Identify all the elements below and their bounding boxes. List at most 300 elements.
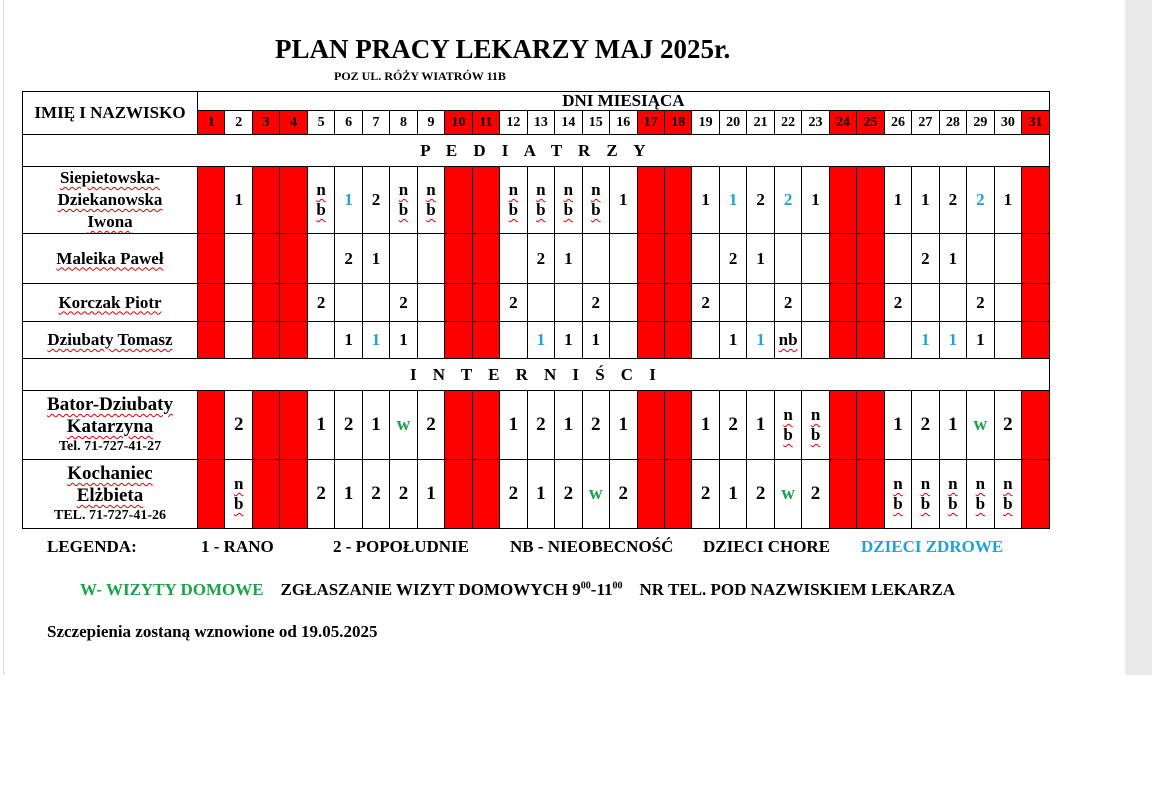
- schedule-cell: [582, 460, 609, 529]
- shift-mark: 1: [701, 190, 710, 209]
- shift-mark: 2: [700, 483, 711, 504]
- shift-mark: 1: [893, 414, 903, 435]
- legend-popoludnie: 2 - POPOŁUDNIE: [333, 537, 469, 556]
- doctor-name-line: Elżbieta: [76, 485, 144, 506]
- schedule-cell: [857, 322, 884, 359]
- legend-nieobecnosc: NB - NIEOBECNOŚĆ: [510, 537, 674, 556]
- schedule-cell: [390, 284, 417, 322]
- schedule-cell: [939, 460, 966, 529]
- shift-mark: 1: [234, 190, 243, 209]
- absence-mark: n b: [233, 474, 244, 513]
- wizyty-domowe-label: W- WIZYTY DOMOWE: [80, 580, 264, 599]
- shift-mark: w: [588, 483, 603, 504]
- day-number: 22: [774, 111, 801, 135]
- page-subtitle: POZ UL. RÓŻY WIATRÓW 11B: [334, 69, 506, 83]
- phone-note: NR TEL. POD NAZWISKIEM LEKARZA: [639, 580, 956, 599]
- shift-mark: 1: [921, 330, 930, 349]
- shift-mark: 1: [619, 190, 628, 209]
- schedule-cell: [280, 322, 307, 359]
- doctor-name-line: Bator-Dziubaty: [47, 394, 173, 415]
- schedule-cell: [664, 284, 691, 322]
- schedule-cell: [198, 391, 225, 460]
- shift-mark: w: [973, 414, 988, 435]
- day-number: 18: [664, 111, 691, 135]
- schedule-cell: [994, 460, 1021, 529]
- shift-mark: 1: [728, 483, 738, 504]
- section-row: [23, 135, 1050, 167]
- doctor-name: [23, 322, 198, 359]
- schedule-cell: [252, 234, 279, 284]
- shift-mark: w: [781, 483, 795, 504]
- schedule-cell: [280, 284, 307, 322]
- schedule-cell: [857, 167, 884, 234]
- schedule-cell: [472, 234, 499, 284]
- shift-mark: 2: [976, 292, 985, 312]
- schedule-cell: [747, 167, 774, 234]
- shift-mark: 1: [371, 414, 381, 435]
- shift-mark: 1: [976, 330, 985, 349]
- doctor-name-line: Dziekanowska: [57, 190, 163, 209]
- day-number: 8: [390, 111, 417, 135]
- schedule-cell: [774, 167, 801, 234]
- schedule-cell: [307, 391, 334, 460]
- doctor-name-line: Korczak Piotr: [58, 292, 162, 312]
- shift-mark: 2: [316, 292, 326, 312]
- schedule-cell: [527, 234, 554, 284]
- schedule-cell: [225, 234, 252, 284]
- shift-mark: 1: [756, 330, 765, 349]
- schedule-cell: [527, 284, 554, 322]
- shift-mark: 2: [618, 483, 629, 504]
- shift-mark: 1: [426, 483, 436, 504]
- schedule-cell: [335, 167, 362, 234]
- schedule-cell: [719, 391, 746, 460]
- shift-mark: 1: [893, 190, 903, 209]
- shift-mark: 2: [701, 292, 710, 312]
- section-row: [23, 359, 1050, 391]
- shift-mark: 1: [316, 414, 326, 435]
- schedule-cell: [500, 234, 527, 284]
- shift-mark: 2: [920, 414, 931, 435]
- day-number: 27: [912, 111, 939, 135]
- schedule-cell: [719, 460, 746, 529]
- schedule-cell: [198, 322, 225, 359]
- schedule-cell: [390, 167, 417, 234]
- shift-mark: 2: [783, 292, 793, 312]
- time-dash: -11: [590, 580, 613, 599]
- doctor-name-line: Iwona: [87, 212, 133, 231]
- schedule-table: [22, 91, 1050, 529]
- absence-mark: n b: [426, 180, 436, 219]
- schedule-cell: [555, 234, 582, 284]
- schedule-cell: [445, 460, 472, 529]
- doctor-name: [23, 167, 198, 234]
- schedule-cell: [884, 167, 911, 234]
- shift-mark: 2: [756, 190, 765, 209]
- shift-mark: 1: [536, 330, 546, 349]
- shift-mark: 1: [536, 483, 546, 504]
- schedule-cell: [664, 234, 691, 284]
- schedule-cell: [774, 234, 801, 284]
- doctor-row: [23, 391, 1050, 460]
- schedule-cell: [802, 284, 829, 322]
- schedule-cell: [500, 322, 527, 359]
- day-number: 24: [829, 111, 856, 135]
- day-number: 13: [527, 111, 554, 135]
- day-number: 3: [252, 111, 279, 135]
- schedule-cell: [912, 391, 939, 460]
- schedule-cell: [527, 322, 554, 359]
- schedule-cell: [252, 284, 279, 322]
- shift-mark: 2: [371, 483, 381, 504]
- schedule-cell: [994, 234, 1021, 284]
- schedule-cell: [664, 391, 691, 460]
- schedule-cell: [637, 284, 664, 322]
- day-number: 30: [994, 111, 1021, 135]
- shift-mark: 2: [399, 292, 408, 312]
- schedule-cell: [1022, 167, 1050, 234]
- schedule-cell: [747, 284, 774, 322]
- schedule-cell: [829, 284, 856, 322]
- absence-mark: n b: [893, 474, 903, 513]
- schedule-cell: [747, 391, 774, 460]
- schedule-cell: [967, 322, 994, 359]
- schedule-cell: [225, 322, 252, 359]
- schedule-cell: [829, 460, 856, 529]
- schedule-cell: [280, 391, 307, 460]
- schedule-cell: [747, 322, 774, 359]
- schedule-cell: [500, 391, 527, 460]
- shift-mark: 2: [728, 414, 738, 435]
- schedule-cell: [582, 284, 609, 322]
- section-title: I N T E R N I Ś C I: [23, 359, 1050, 391]
- shift-mark: 2: [591, 414, 601, 435]
- schedule-cell: [280, 167, 307, 234]
- doctor-row: [23, 322, 1050, 359]
- schedule-cell: [307, 322, 334, 359]
- schedule-cell: [417, 284, 444, 322]
- day-number: 23: [802, 111, 829, 135]
- shift-mark: 1: [921, 190, 930, 209]
- schedule-cell: [198, 167, 225, 234]
- schedule-cell: [582, 167, 609, 234]
- day-number: 7: [362, 111, 389, 135]
- schedule-cell: [774, 322, 801, 359]
- shift-mark: 1: [344, 330, 353, 349]
- schedule-cell: [912, 460, 939, 529]
- schedule-cell: [967, 167, 994, 234]
- schedule-cell: [857, 234, 884, 284]
- schedule-cell: [362, 322, 389, 359]
- absence-mark: n b: [1003, 474, 1013, 513]
- schedule-cell: [857, 460, 884, 529]
- schedule-cell: [967, 234, 994, 284]
- shift-mark: 1: [728, 190, 738, 209]
- schedule-cell: [225, 284, 252, 322]
- shift-mark: 2: [783, 190, 793, 209]
- schedule-cell: [472, 391, 499, 460]
- day-number: 21: [747, 111, 774, 135]
- schedule-cell: [362, 391, 389, 460]
- schedule-cell: [225, 391, 252, 460]
- schedule-cell: [610, 167, 637, 234]
- schedule-cell: [994, 167, 1021, 234]
- shift-mark: 1: [1003, 190, 1013, 209]
- shift-mark: 1: [756, 248, 765, 268]
- schedule-cell: [774, 284, 801, 322]
- schedule-cell: [225, 167, 252, 234]
- doctor-row: [23, 284, 1050, 322]
- schedule-cell: [637, 167, 664, 234]
- schedule-cell: [774, 391, 801, 460]
- schedule-cell: [307, 234, 334, 284]
- shift-mark: 2: [810, 483, 821, 504]
- schedule-cell: [307, 284, 334, 322]
- shift-mark: 2: [591, 292, 601, 312]
- doctor-row: [23, 460, 1050, 529]
- shift-mark: w: [396, 414, 411, 435]
- absence-mark: n b: [398, 180, 409, 219]
- day-number: 4: [280, 111, 307, 135]
- schedule-cell: [994, 284, 1021, 322]
- schedule-cell: [967, 284, 994, 322]
- schedule-cell: [802, 234, 829, 284]
- window-side-bar: [1125, 0, 1152, 675]
- day-number: 9: [417, 111, 444, 135]
- schedule-cell: [252, 391, 279, 460]
- schedule-cell: [692, 391, 719, 460]
- schedule-cell: [939, 391, 966, 460]
- shift-mark: 1: [728, 330, 738, 349]
- schedule-cell: [664, 460, 691, 529]
- zglaszanie-text: ZGŁASZANIE WIZYT DOMOWYCH 9: [280, 580, 581, 599]
- section-title: P E D I A T R Z Y: [23, 135, 1050, 167]
- schedule-cell: [500, 167, 527, 234]
- day-number: 1: [198, 111, 225, 135]
- schedule-cell: [829, 167, 856, 234]
- schedule-cell: [417, 167, 444, 234]
- schedule-cell: [912, 322, 939, 359]
- schedule-cell: [692, 167, 719, 234]
- doctor-name-line: Dziubaty Tomasz: [47, 330, 173, 349]
- schedule-cell: [555, 284, 582, 322]
- schedule-cell: [445, 391, 472, 460]
- schedule-cell: [527, 167, 554, 234]
- schedule-cell: [252, 167, 279, 234]
- schedule-cell: [829, 322, 856, 359]
- shift-mark: 2: [316, 483, 326, 504]
- page-title: PLAN PRACY LEKARZY MAJ 2025r.: [275, 34, 731, 64]
- shift-mark: 2: [426, 414, 436, 435]
- schedule-cell: [637, 391, 664, 460]
- absence-mark: n b: [975, 474, 986, 513]
- schedule-cell: [912, 234, 939, 284]
- days-column-header: DNI MIESIĄCA: [198, 92, 1050, 111]
- schedule-cell: [335, 322, 362, 359]
- shift-mark: 2: [536, 414, 546, 435]
- schedule-cell: [252, 460, 279, 529]
- schedule-cell: [555, 167, 582, 234]
- schedule-cell: [884, 391, 911, 460]
- shift-mark: 1: [564, 330, 573, 349]
- name-column-header: IMIĘ I NAZWISKO: [23, 92, 198, 135]
- schedule-cell: [1022, 391, 1050, 460]
- shift-mark: 1: [591, 330, 601, 349]
- day-number: 31: [1022, 111, 1050, 135]
- schedule-cell: [939, 234, 966, 284]
- vaccination-note: Szczepienia zostaną wznowione od 19.05.2025: [47, 622, 378, 641]
- schedule-cell: [719, 322, 746, 359]
- schedule-cell: [884, 460, 911, 529]
- schedule-cell: [610, 460, 637, 529]
- day-number: 19: [692, 111, 719, 135]
- shift-mark: 2: [344, 248, 353, 268]
- schedule-cell: [527, 391, 554, 460]
- day-number: 15: [582, 111, 609, 135]
- schedule-cell: [802, 391, 829, 460]
- schedule-cell: [939, 322, 966, 359]
- shift-mark: 2: [1003, 414, 1013, 435]
- schedule-cell: [198, 234, 225, 284]
- doctor-name: [23, 460, 198, 529]
- schedule-cell: [252, 322, 279, 359]
- schedule-cell: [225, 460, 252, 529]
- schedule-cell: [307, 460, 334, 529]
- shift-mark: 1: [948, 248, 958, 268]
- schedule-cell: [912, 284, 939, 322]
- shift-mark: 1: [399, 330, 408, 349]
- shift-mark: 2: [233, 414, 244, 435]
- day-number: 26: [884, 111, 911, 135]
- legend-dzieci-zdrowe: DZIECI ZDROWE: [861, 537, 1004, 556]
- schedule-cell: [664, 322, 691, 359]
- schedule-cell: [692, 322, 719, 359]
- schedule-cell: [335, 284, 362, 322]
- day-number: 20: [719, 111, 746, 135]
- schedule-cell: [582, 391, 609, 460]
- schedule-cell: [417, 322, 444, 359]
- schedule-cell: [1022, 460, 1050, 529]
- shift-mark: 2: [536, 248, 546, 268]
- schedule-cell: [829, 391, 856, 460]
- shift-mark: 1: [371, 330, 381, 349]
- schedule-cell: [362, 284, 389, 322]
- shift-mark: 2: [398, 483, 409, 504]
- schedule-cell: [802, 460, 829, 529]
- doctor-name-line: Maleika Paweł: [56, 248, 164, 268]
- schedule-cell: [307, 167, 334, 234]
- shift-mark: 2: [948, 190, 958, 209]
- schedule-cell: [335, 234, 362, 284]
- doctor-name-line: Kochaniec: [67, 463, 153, 484]
- schedule-cell: [747, 234, 774, 284]
- shift-mark: 2: [371, 190, 381, 209]
- shift-mark: 2: [976, 190, 985, 209]
- day-number: 28: [939, 111, 966, 135]
- shift-mark: 1: [343, 483, 354, 504]
- schedule-cell: [335, 391, 362, 460]
- schedule-cell: [664, 167, 691, 234]
- schedule-cell: [1022, 322, 1050, 359]
- schedule-cell: [362, 460, 389, 529]
- schedule-cell: [637, 322, 664, 359]
- shift-mark: 2: [343, 414, 354, 435]
- doctor-row: [23, 167, 1050, 234]
- shift-mark: 1: [755, 414, 766, 435]
- schedule-cell: [445, 284, 472, 322]
- shift-mark: 2: [509, 292, 518, 312]
- absence-mark: n b: [316, 180, 326, 219]
- day-number: 17: [637, 111, 664, 135]
- shift-mark: 2: [563, 483, 574, 504]
- schedule-cell: [335, 460, 362, 529]
- shift-mark: 1: [563, 414, 574, 435]
- schedule-cell: [198, 460, 225, 529]
- schedule-cell: [994, 391, 1021, 460]
- schedule-cell: [692, 234, 719, 284]
- schedule-cell: [637, 460, 664, 529]
- schedule-cell: [390, 391, 417, 460]
- schedule-cell: [747, 460, 774, 529]
- day-number: 2: [225, 111, 252, 135]
- day-number: 29: [967, 111, 994, 135]
- schedule-cell: [362, 167, 389, 234]
- shift-mark: 1: [811, 190, 820, 209]
- home-visits-info: [80, 580, 955, 600]
- schedule-cell: [857, 391, 884, 460]
- absence-mark: n b: [920, 474, 931, 513]
- legend-rano: 1 - RANO: [201, 537, 274, 556]
- schedule-cell: [280, 460, 307, 529]
- day-number: 16: [610, 111, 637, 135]
- shift-mark: 1: [371, 248, 381, 268]
- shift-mark: 1: [564, 248, 573, 268]
- schedule-cell: [472, 460, 499, 529]
- absence-mark: n b: [948, 474, 958, 513]
- schedule-cell: [500, 284, 527, 322]
- day-number: 6: [335, 111, 362, 135]
- schedule-cell: [719, 167, 746, 234]
- schedule-cell: [994, 322, 1021, 359]
- schedule-cell: [1022, 284, 1050, 322]
- schedule-cell: [829, 234, 856, 284]
- doctor-phone: Tel. 71-727-41-27: [58, 439, 162, 454]
- schedule-cell: [939, 167, 966, 234]
- shift-mark: 1: [948, 414, 958, 435]
- day-number: 14: [555, 111, 582, 135]
- schedule-cell: [582, 234, 609, 284]
- schedule-cell: [802, 322, 829, 359]
- schedule-cell: [1022, 234, 1050, 284]
- schedule-cell: [390, 460, 417, 529]
- schedule-cell: [555, 460, 582, 529]
- shift-mark: 1: [344, 190, 353, 209]
- doctor-phone: TEL. 71-727-41-26: [54, 508, 166, 523]
- shift-mark: 1: [948, 330, 958, 349]
- shift-mark: 2: [755, 483, 766, 504]
- schedule-cell: [719, 234, 746, 284]
- doctor-name: [23, 391, 198, 460]
- absence-mark: n b: [783, 405, 793, 444]
- absence-mark: n b: [536, 180, 546, 219]
- shift-mark: 1: [618, 414, 629, 435]
- schedule-cell: [884, 322, 911, 359]
- absence-mark: n b: [810, 405, 821, 444]
- schedule-cell: [417, 460, 444, 529]
- schedule-cell: [692, 460, 719, 529]
- shift-mark: 1: [700, 414, 711, 435]
- schedule-cell: [445, 167, 472, 234]
